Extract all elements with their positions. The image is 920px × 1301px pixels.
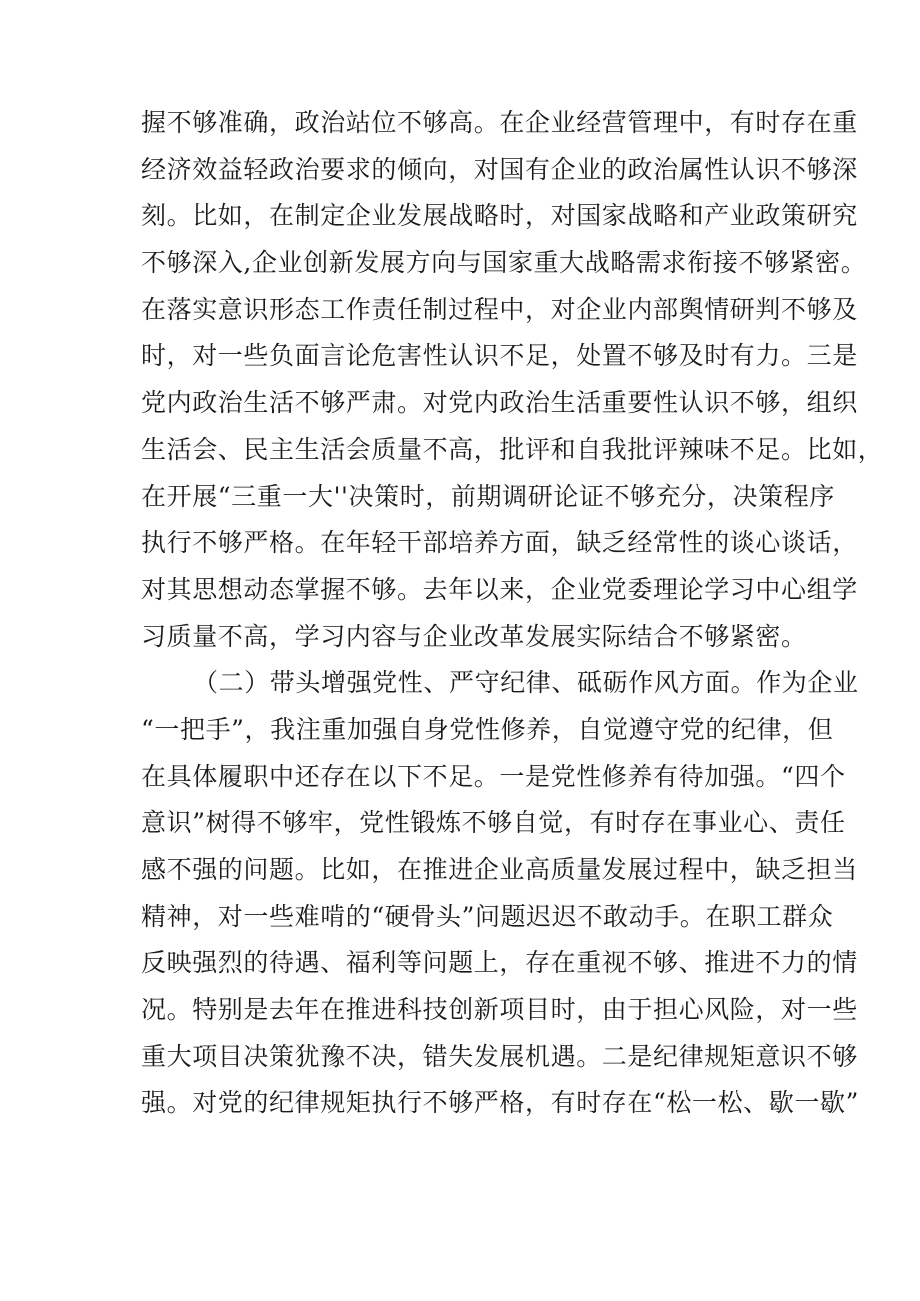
text-line: 在具体履职中还存在以下不足。一是党性修养有待加强。“四个 <box>141 761 846 791</box>
text-line: “一把手”，我注重加强自身党性修养，自觉遵守党的纪律，但 <box>141 714 834 744</box>
text-line: 意识”树得不够牢，党性锻炼不够自觉，有时存在事业心、责任 <box>141 808 846 838</box>
text-line: 党内政治生活不够严肃。对党内政治生活重要性认识不够，组织 <box>141 388 858 418</box>
text-line: 在落实意识形态工作责任制过程中，对企业内部舆情研判不够及 <box>141 294 858 324</box>
text-line: 生活会、民主生活会质量不高，批评和自我批评辣味不足。比如， <box>141 434 884 464</box>
text-line: 强。对党的纪律规矩执行不够严格，有时存在“松一松、歇一歇” <box>141 1088 859 1118</box>
text-line: 对其思想动态掌握不够。去年以来，企业党委理论学习中心组学 <box>141 574 858 604</box>
text-line: 时，对一些负面言论危害性认识不足，处置不够及时有力。三是 <box>141 341 858 371</box>
body-text <box>141 100 884 1127</box>
paragraph-end-line: 习质量不高，学习内容与企业改革发展实际结合不够紧密。 <box>141 621 807 651</box>
text-line: 执行不够严格。在年轻干部培养方面，缺乏经常性的谈心谈话， <box>141 528 858 558</box>
text-line: 反映强烈的待遇、福利等问题上，存在重视不够、推进不力的情 <box>141 948 858 978</box>
section-heading-line: （二）带头增强党性、严守纪律、砥砺作风方面。作为企业 <box>193 668 859 698</box>
text-line: 精神，对一些难啃的“硬骨头”问题迟迟不敢动手。在职工群众 <box>141 901 834 931</box>
text-line: 重大项目决策犹豫不决，错失发展机遇。二是纪律规矩意识不够 <box>141 1041 858 1071</box>
text-line: 握不够准确，政治站位不够高。在企业经营管理中，有时存在重 <box>141 108 858 137</box>
text-line: 不够深入,企业创新发展方向与国家重大战略需求衔接不够紧密。 <box>141 248 867 278</box>
text-line: 况。特别是去年在推进科技创新项目时，由于担心风险，对一些 <box>141 995 858 1025</box>
text-line: 感不强的问题。比如，在推进企业高质量发展过程中，缺乏担当 <box>141 855 858 884</box>
text-line: 在开展“三重一大''决策时，前期调研论证不够充分，决策程序 <box>141 481 835 511</box>
text-line: 经济效益轻政治要求的倾向，对国有企业的政治属性认识不够深 <box>141 154 858 184</box>
text-line: 刻。比如，在制定企业发展战略时，对国家战略和产业政策研究 <box>141 201 858 231</box>
